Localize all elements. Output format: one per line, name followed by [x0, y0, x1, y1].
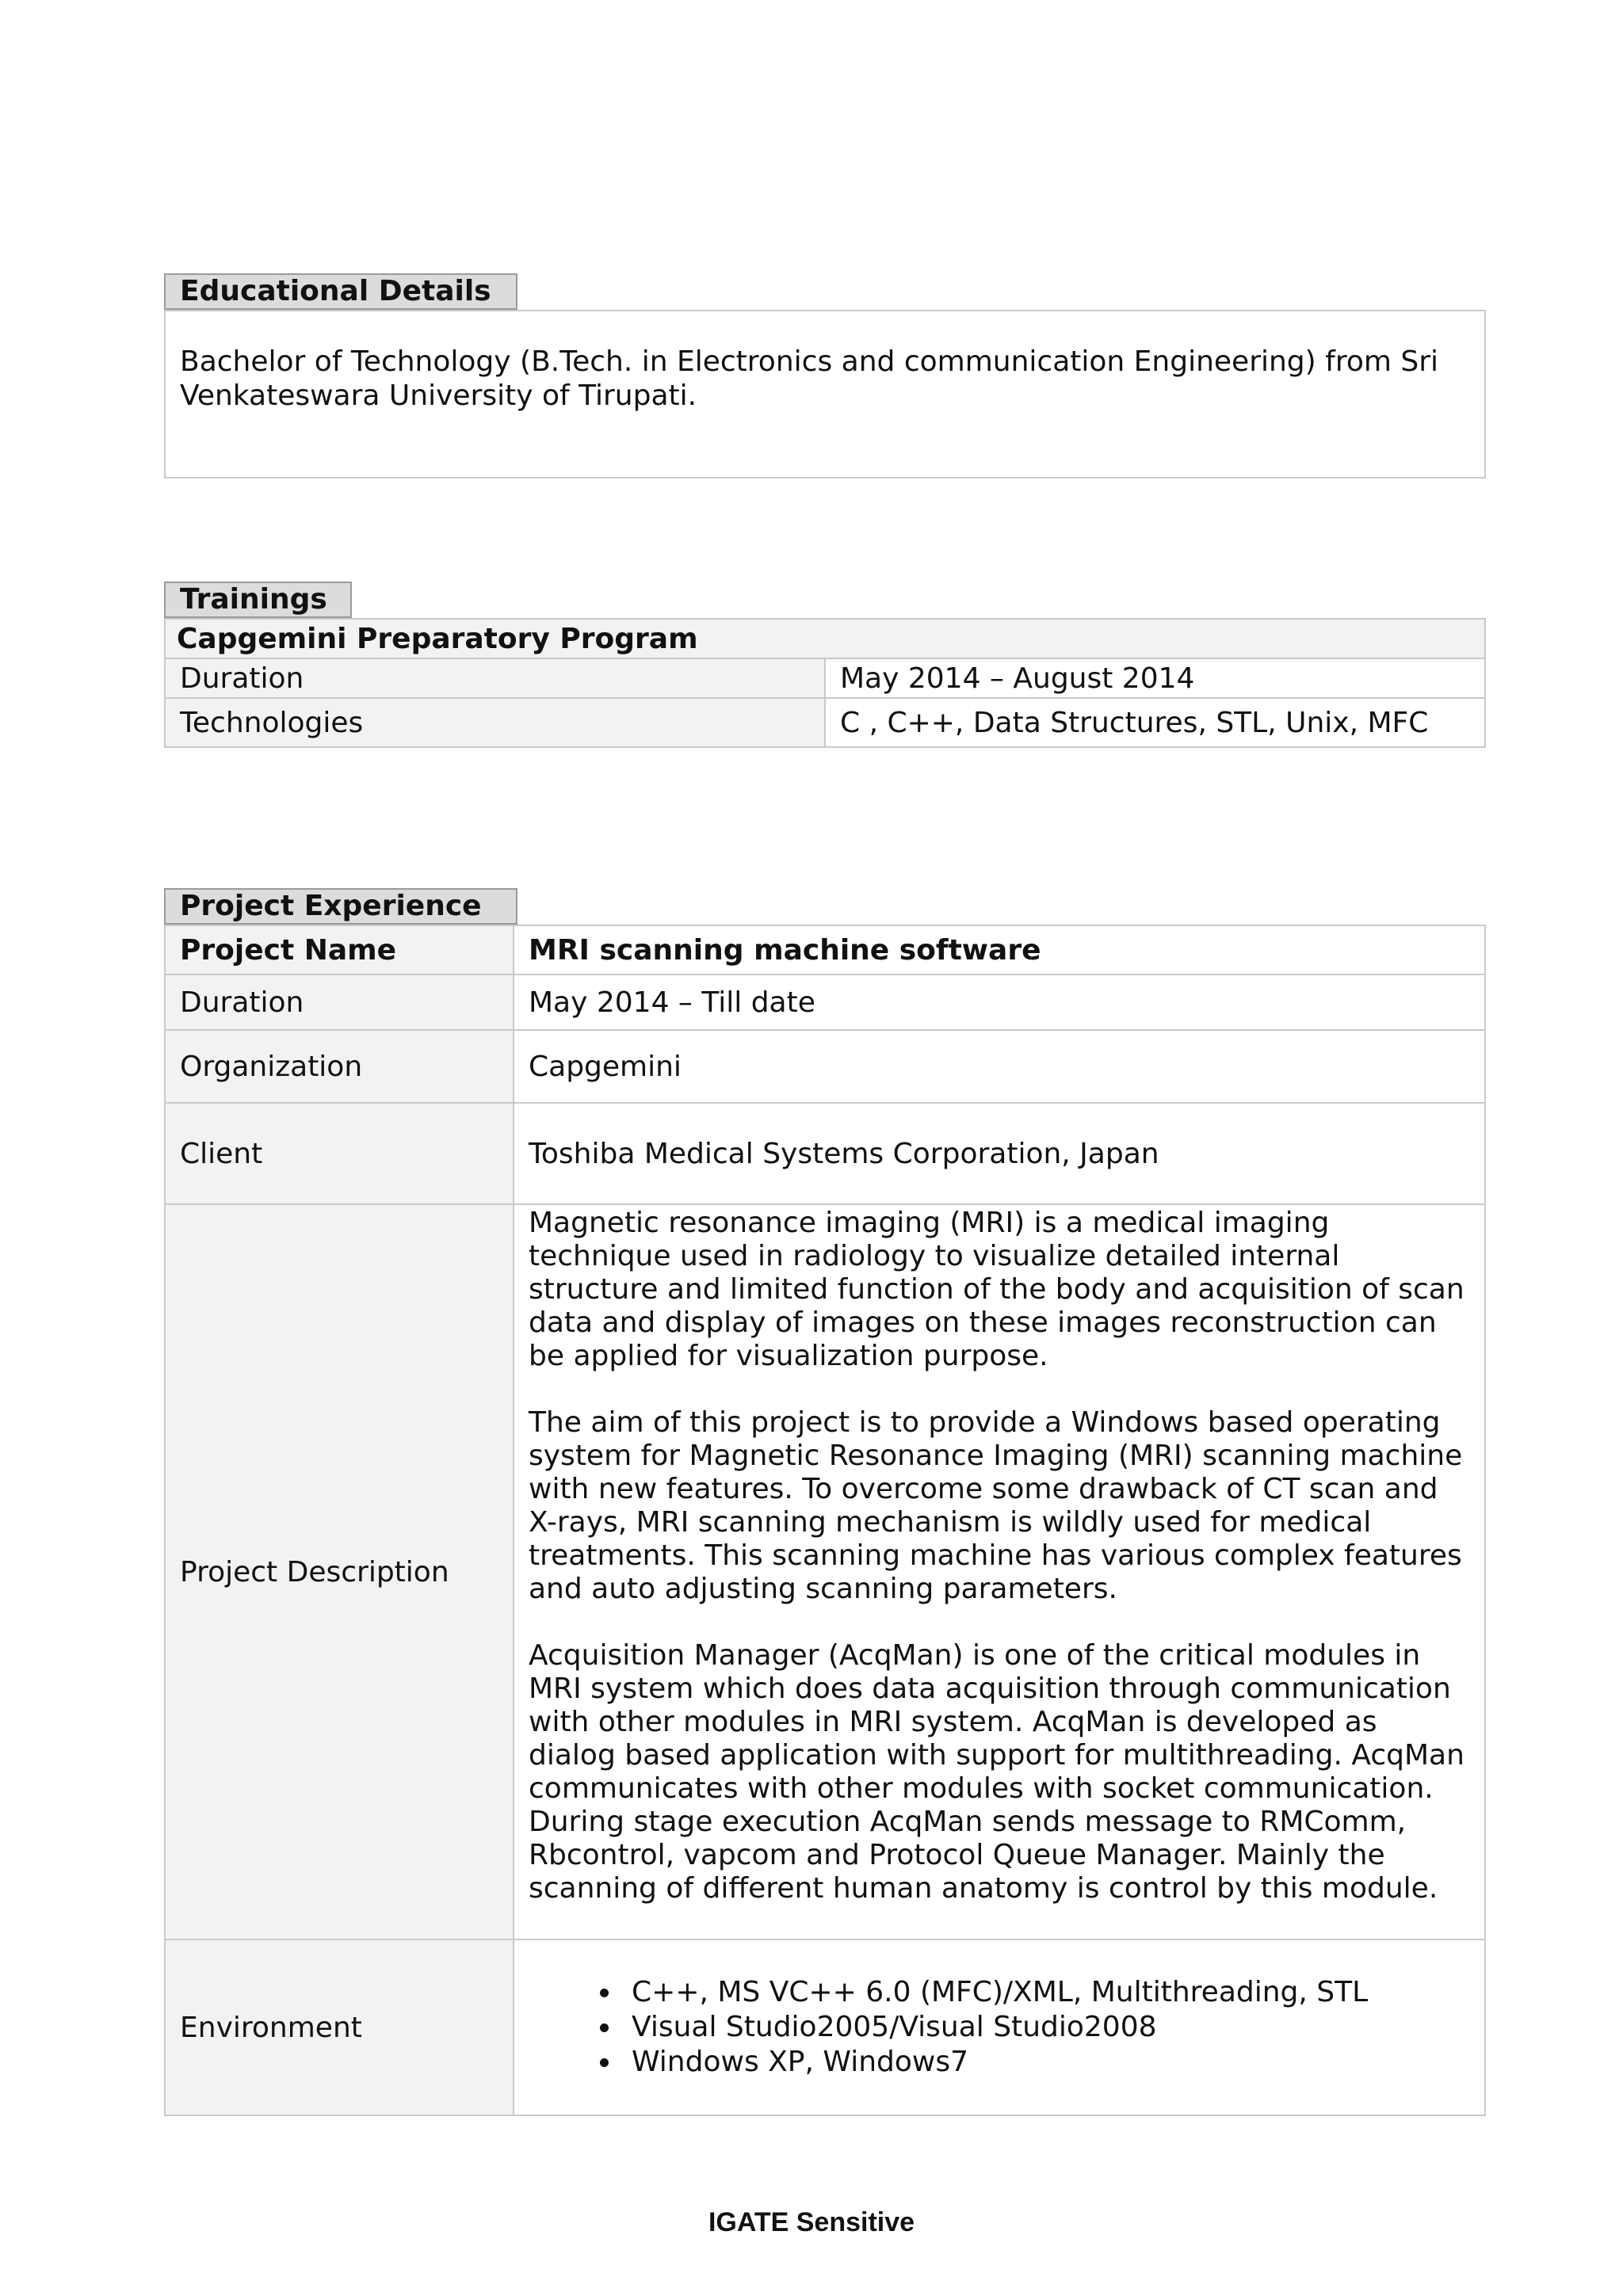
project-duration-row [165, 974, 1485, 1030]
project-client-row [165, 1103, 1485, 1204]
trainings-header: Trainings [164, 582, 352, 618]
trainings-table [164, 618, 1486, 748]
project-name-row [165, 925, 1485, 974]
education-header: Educational Details [164, 273, 517, 310]
project-description-row [165, 1204, 1485, 1939]
project-name-value: MRI scanning machine software [514, 925, 1485, 974]
training-technologies-row [165, 698, 1485, 747]
training-duration-value: May 2014 – August 2014 [825, 658, 1485, 698]
description-paragraph: Magnetic resonance imaging (MRI) is a medical imaging technique used in radiology to visualize detailed internal structure and limited function of the body and acquisition of scan data and display of images on these images reconstruction can be applied for visualization purpose. [529, 1207, 1465, 1372]
footer-classification: IGATE Sensitive [708, 2207, 915, 2237]
project-environment-label: Environment [165, 1939, 514, 2115]
project-organization-label: Organization [165, 1030, 514, 1103]
training-program: Capgemini Preparatory Program [165, 619, 1485, 658]
project-table [164, 925, 1486, 2116]
project-duration-label: Duration [165, 974, 514, 1030]
training-duration-row [165, 658, 1485, 698]
project-organization-value: Capgemini [514, 1030, 1485, 1103]
project-environment-row [165, 1939, 1485, 2115]
training-duration-label: Duration [165, 658, 825, 698]
education-text: Bachelor of Technology (B.Tech. in Electronics and communication Engineering) from Sri Venkateswara University of Tirupati. [180, 345, 1439, 412]
project-description-label: Project Description [165, 1204, 514, 1939]
project-header: Project Experience [164, 888, 517, 925]
environment-item: • Visual Studio2005/Visual Studio2008 [622, 2010, 1472, 2045]
training-technologies-value: C , C++, Data Structures, STL, Unix, MFC [825, 698, 1485, 747]
environment-list [529, 1975, 1472, 2080]
project-name-label: Project Name [165, 925, 514, 974]
project-environment-value [514, 1939, 1485, 2115]
project-duration-value: May 2014 – Till date [514, 974, 1485, 1030]
education-box [164, 310, 1486, 479]
environment-item: • C++, MS VC++ 6.0 (MFC)/XML, Multithreading, STL [622, 1975, 1472, 2010]
description-paragraph: The aim of this project is to provide a Windows based operating system for Magnetic Resonance Imaging (MRI) scanning machine with new features. To overcome some drawback of CT scan and X-rays, MRI scanning mechanism is wildly used for medical treatments. This scanning machine has various complex features and auto adjusting scanning parameters. [529, 1406, 1463, 1605]
project-description-text [514, 1204, 1485, 1939]
project-organization-row [165, 1030, 1485, 1103]
training-program-row [165, 619, 1485, 658]
environment-item: • Windows XP, Windows7 [622, 2045, 1472, 2080]
description-paragraph: Acquisition Manager (AcqMan) is one of the critical modules in MRI system which does data acquisition through communication with other modules in MRI system. AcqMan is developed as dialog based application with support for multithreading. AcqMan communicates with other modules with socket communication. During stage execution AcqMan sends message to RMComm, Rbcontrol, vapcom and Protocol Queue Manager. Mainly the scanning of different human anatomy is control by this module. [529, 1639, 1465, 1905]
training-technologies-label: Technologies [165, 698, 825, 747]
project-client-value: Toshiba Medical Systems Corporation, Japan [514, 1103, 1485, 1204]
project-client-label: Client [165, 1103, 514, 1204]
